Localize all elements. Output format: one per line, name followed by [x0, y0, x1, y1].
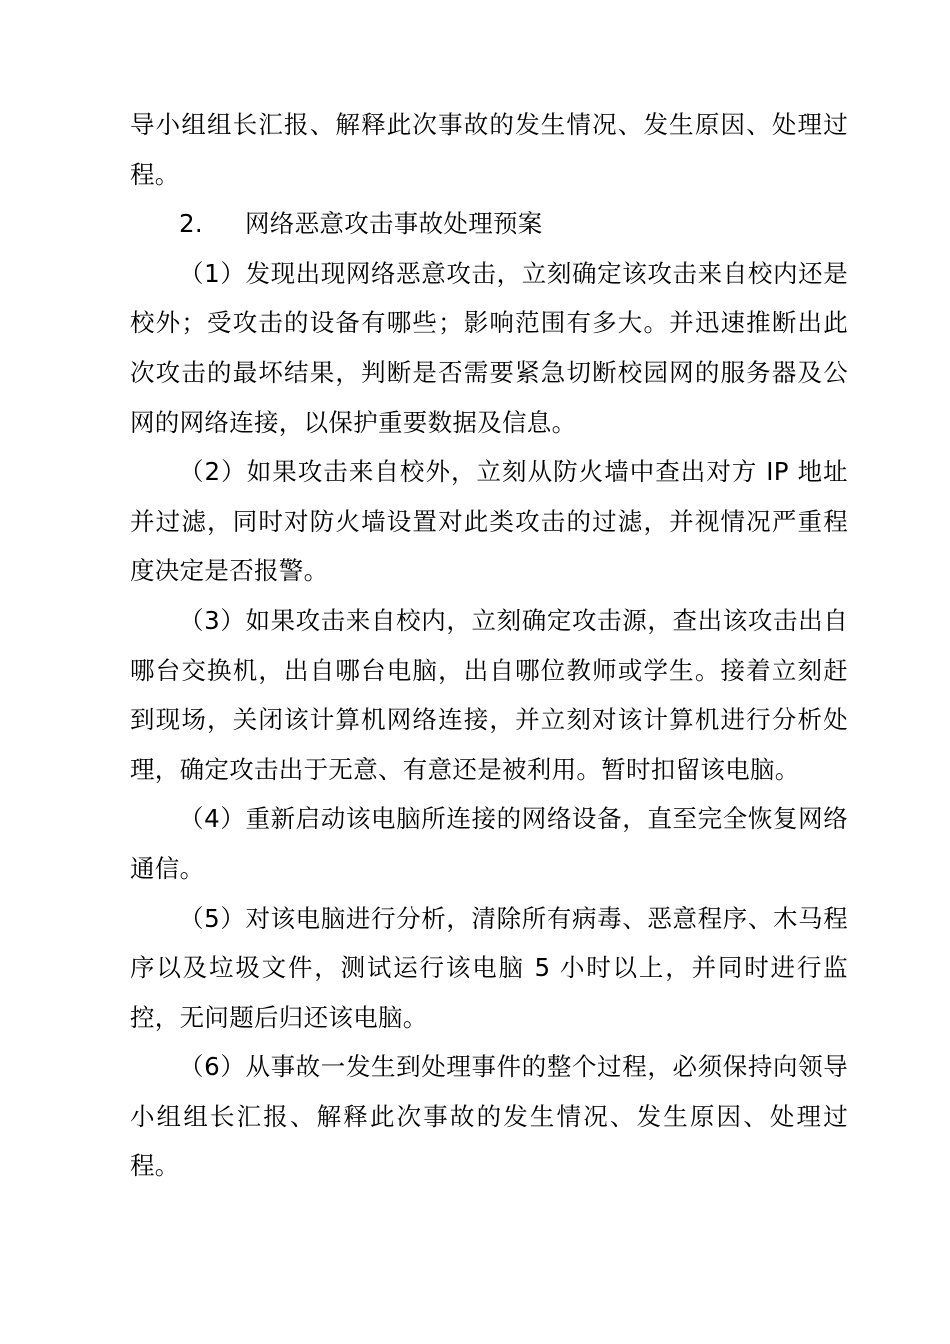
item-paragraph-6: （6）从事故一发生到处理事件的整个过程，必须保持向领导小组组长汇报、解释此次事故的发生情况、发生原因、处理过程。 — [130, 1052, 848, 1181]
document-body — [130, 100, 848, 1191]
item-paragraph-4: （4）重新启动该电脑所连接的网络设备，直至完全恢复网络通信。 — [130, 804, 848, 883]
section-number: 2. — [179, 209, 203, 239]
item-paragraph-2: （2）如果攻击来自校外，立刻从防火墙中查出对方 IP 地址并过滤，同时对防火墙设置对此类攻击的过滤，并视情况严重程度决定是否报警。 — [130, 457, 848, 586]
item-paragraph-5: （5）对该电脑进行分析，清除所有病毒、恶意程序、木马程序以及垃圾文件，测试运行该电脑 5 小时以上，并同时进行监控，无问题后归还该电脑。 — [130, 903, 848, 1032]
section-heading — [130, 199, 848, 249]
carryover-paragraph: 导小组组长汇报、解释此次事故的发生情况、发生原因、处理过程。 — [130, 110, 848, 189]
section-title: 网络恶意攻击事故处理预案 — [245, 209, 543, 239]
item-paragraph-1: （1）发现出现网络恶意攻击，立刻确定该攻击来自校内还是校外；受攻击的设备有哪些；影响范围有多大。并迅速推断出此次攻击的最坏结果，判断是否需要紧急切断校园网的服务器及公网的网络连接，以保护重要数据及信息。 — [130, 258, 848, 437]
item-paragraph-3: （3）如果攻击来自校内，立刻确定攻击源，查出该攻击出自哪台交换机，出自哪台电脑，出自哪位教师或学生。接着立刻赶到现场，关闭该计算机网络连接，并立刻对该计算机进行分析处理，确定攻击出于无意、有意还是被利用。暂时扣留该电脑。 — [130, 605, 848, 784]
